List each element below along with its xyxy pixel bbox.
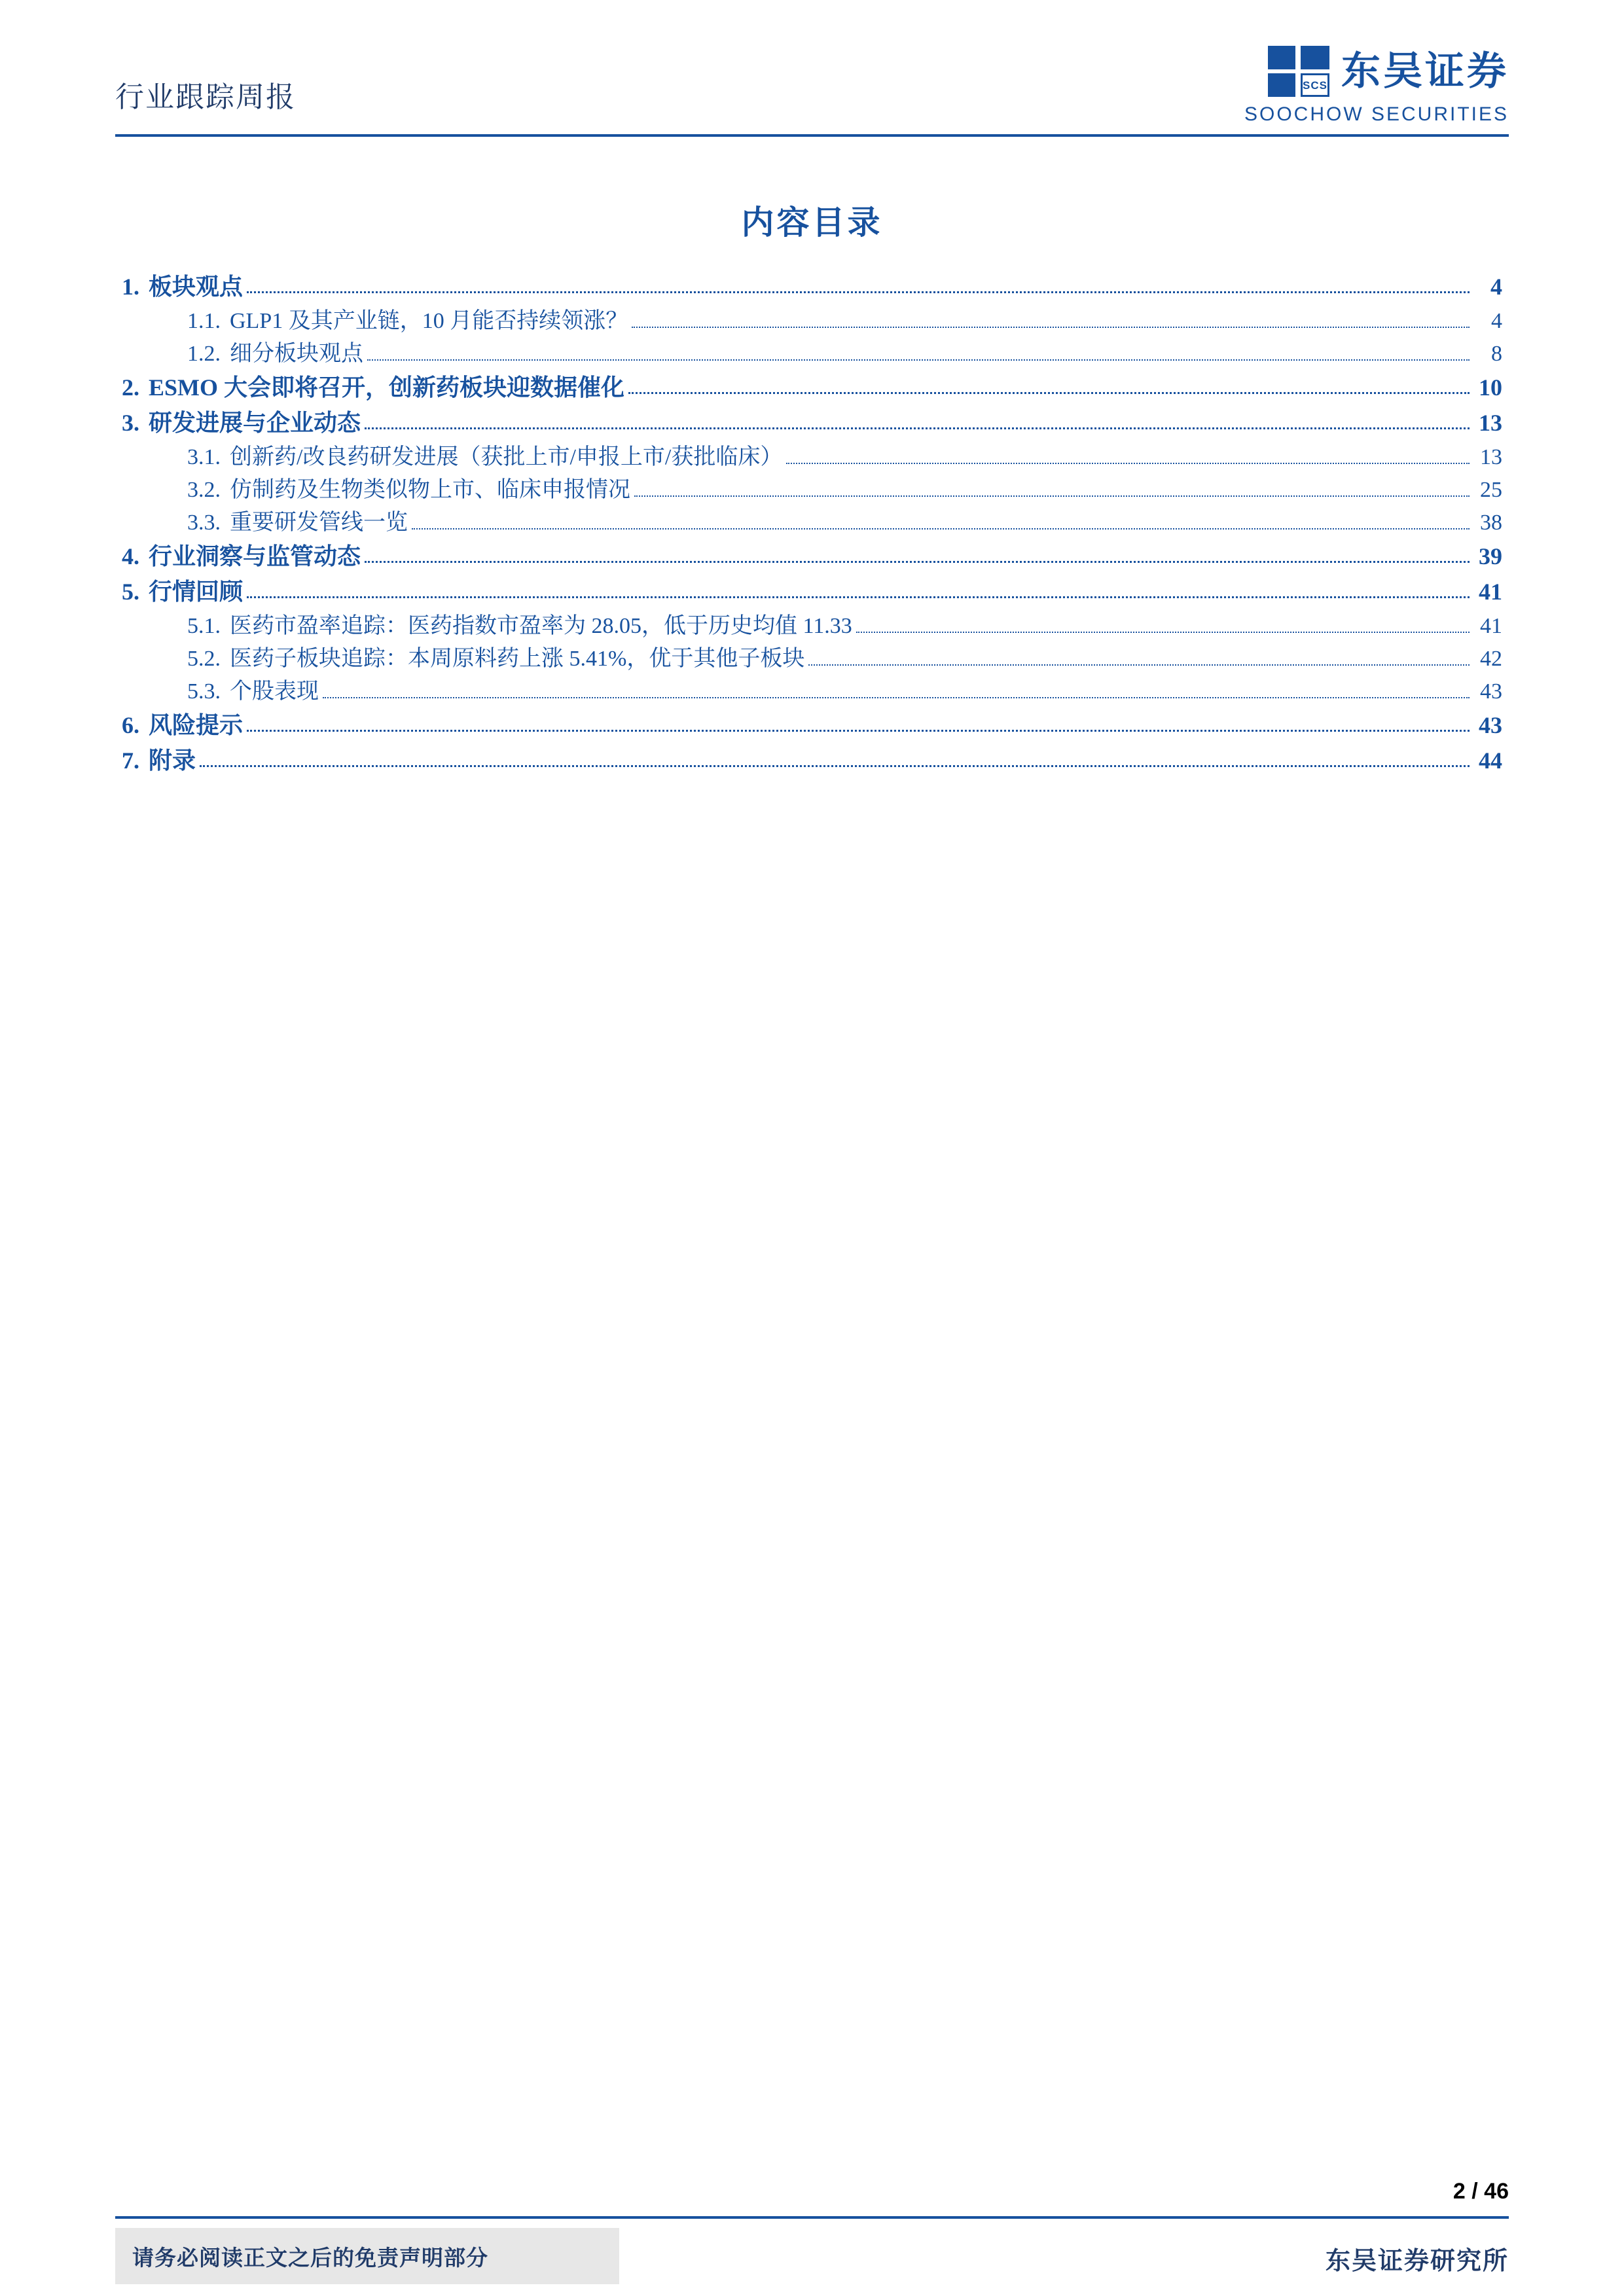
toc-leader-dots bbox=[634, 495, 1470, 497]
toc-item-number: 1.1. bbox=[187, 309, 221, 333]
logo-company-en: SOOCHOW SECURITIES bbox=[1244, 103, 1509, 125]
report-type-label: 行业跟踪周报 bbox=[115, 81, 296, 113]
toc-leader-dots bbox=[365, 560, 1470, 563]
toc-item-page: 4 bbox=[1491, 309, 1502, 333]
toc-item-number: 3.1. bbox=[187, 445, 221, 469]
toc-item-5-3[interactable] bbox=[122, 681, 1502, 703]
toc-item-page: 13 bbox=[1480, 445, 1502, 469]
toc-item-label: 细分板块观点 bbox=[230, 342, 363, 366]
page-number-current: 2 bbox=[1453, 2179, 1466, 2204]
toc-item-page: 13 bbox=[1479, 410, 1502, 436]
toc-leader-dots bbox=[808, 664, 1470, 666]
toc-item-3-3[interactable] bbox=[122, 512, 1502, 534]
toc-item-number: 5.2. bbox=[187, 647, 221, 671]
toc-leader-dots bbox=[323, 696, 1470, 698]
toc-item-page: 4 bbox=[1490, 274, 1502, 300]
toc-leader-dots bbox=[365, 427, 1470, 429]
toc-item-number: 1. bbox=[122, 274, 139, 300]
toc-item-label: 板块观点 bbox=[149, 274, 244, 300]
toc-item-page: 41 bbox=[1479, 579, 1502, 605]
toc-item-page: 43 bbox=[1479, 712, 1502, 738]
toc-item-5-2[interactable] bbox=[122, 648, 1502, 670]
toc-item-3-2[interactable] bbox=[122, 479, 1502, 501]
toc-item-5[interactable] bbox=[122, 580, 1502, 603]
logo-company-cn: 东吴证券 bbox=[1341, 50, 1509, 93]
toc-item-label: 研发进展与企业动态 bbox=[149, 410, 361, 436]
toc-item-label: 个股表现 bbox=[230, 679, 319, 704]
toc-item-7[interactable] bbox=[122, 749, 1502, 772]
soochow-logo-icon bbox=[1268, 46, 1329, 97]
toc-leader-dots bbox=[412, 528, 1470, 529]
toc-item-label: 创新药/改良药研发进展（获批上市/申报上市/获批临床） bbox=[230, 445, 783, 469]
toc-item-label: 医药市盈率追踪：医药指数市盈率为 28.05，低于历史均值 11.33 bbox=[230, 614, 852, 638]
brand-logo bbox=[1244, 46, 1509, 126]
toc-title: 内容目录 bbox=[741, 204, 883, 241]
toc-item-page: 38 bbox=[1480, 511, 1502, 535]
toc-leader-dots bbox=[247, 596, 1470, 598]
toc-item-label: GLP1 及其产业链，10 月能否持续领涨？ bbox=[230, 309, 628, 333]
toc-item-number: 5.3. bbox=[187, 679, 221, 704]
toc-leader-dots bbox=[628, 391, 1470, 394]
toc-item-1-1[interactable] bbox=[122, 310, 1502, 332]
toc-item-number: 7. bbox=[122, 747, 139, 774]
toc-item-number: 5. bbox=[122, 579, 139, 605]
toc-item-number: 4. bbox=[122, 543, 139, 569]
toc-item-6[interactable] bbox=[122, 713, 1502, 737]
page-number bbox=[1453, 2179, 1509, 2204]
disclaimer-banner: 请务必阅读正文之后的免责声明部分 bbox=[115, 2228, 619, 2284]
toc-item-page: 8 bbox=[1491, 342, 1502, 366]
toc-item-label: 附录 bbox=[149, 747, 196, 774]
toc-item-page: 42 bbox=[1480, 647, 1502, 671]
toc-item-3[interactable] bbox=[122, 411, 1502, 435]
toc-item-1[interactable] bbox=[122, 275, 1502, 298]
toc-leader-dots bbox=[247, 291, 1470, 293]
toc-item-number: 6. bbox=[122, 712, 139, 738]
page-number-separator: / bbox=[1471, 2179, 1478, 2204]
toc-item-number: 3.3. bbox=[187, 511, 221, 535]
logo-mark-text: SCS bbox=[1303, 79, 1327, 92]
toc-item-page: 10 bbox=[1479, 374, 1502, 401]
toc-item-number: 2. bbox=[122, 374, 139, 401]
toc-item-number: 3.2. bbox=[187, 478, 221, 502]
toc-item-page: 43 bbox=[1480, 679, 1502, 704]
header-divider bbox=[115, 134, 1509, 137]
toc-item-label: 风险提示 bbox=[149, 712, 244, 738]
toc-item-page: 39 bbox=[1479, 543, 1502, 569]
toc-item-3-1[interactable] bbox=[122, 446, 1502, 469]
toc-leader-dots bbox=[367, 359, 1470, 361]
page-header bbox=[115, 46, 1509, 131]
toc-item-label: 医药子板块追踪：本周原料药上涨 5.41%，优于其他子板块 bbox=[230, 647, 805, 671]
toc-item-page: 25 bbox=[1480, 478, 1502, 502]
toc-item-number: 5.1. bbox=[187, 614, 221, 638]
toc-item-page: 44 bbox=[1479, 747, 1502, 774]
toc-leader-dots bbox=[856, 631, 1470, 633]
page-number-total: 46 bbox=[1484, 2179, 1509, 2204]
toc-item-label: ESMO 大会即将召开，创新药板块迎数据催化 bbox=[149, 374, 625, 401]
toc-item-page: 41 bbox=[1480, 614, 1502, 638]
toc-list bbox=[122, 275, 1502, 784]
footer-divider bbox=[115, 2216, 1509, 2219]
toc-item-5-1[interactable] bbox=[122, 615, 1502, 637]
toc-leader-dots bbox=[786, 462, 1470, 464]
toc-item-label: 仿制药及生物类似物上市、临床申报情况 bbox=[230, 478, 630, 502]
research-institute-label: 东吴证券研究所 bbox=[1325, 2248, 1509, 2275]
toc-item-1-2[interactable] bbox=[122, 343, 1502, 365]
toc-item-label: 行业洞察与监管动态 bbox=[149, 543, 361, 569]
toc-leader-dots bbox=[247, 729, 1470, 732]
toc-item-number: 1.2. bbox=[187, 342, 221, 366]
toc-item-label: 行情回顾 bbox=[149, 579, 244, 605]
toc-item-number: 3. bbox=[122, 410, 139, 436]
toc-item-2[interactable] bbox=[122, 376, 1502, 399]
toc-item-label: 重要研发管线一览 bbox=[230, 511, 408, 535]
toc-leader-dots bbox=[632, 326, 1470, 328]
toc-leader-dots bbox=[200, 764, 1470, 767]
toc-item-4[interactable] bbox=[122, 545, 1502, 568]
